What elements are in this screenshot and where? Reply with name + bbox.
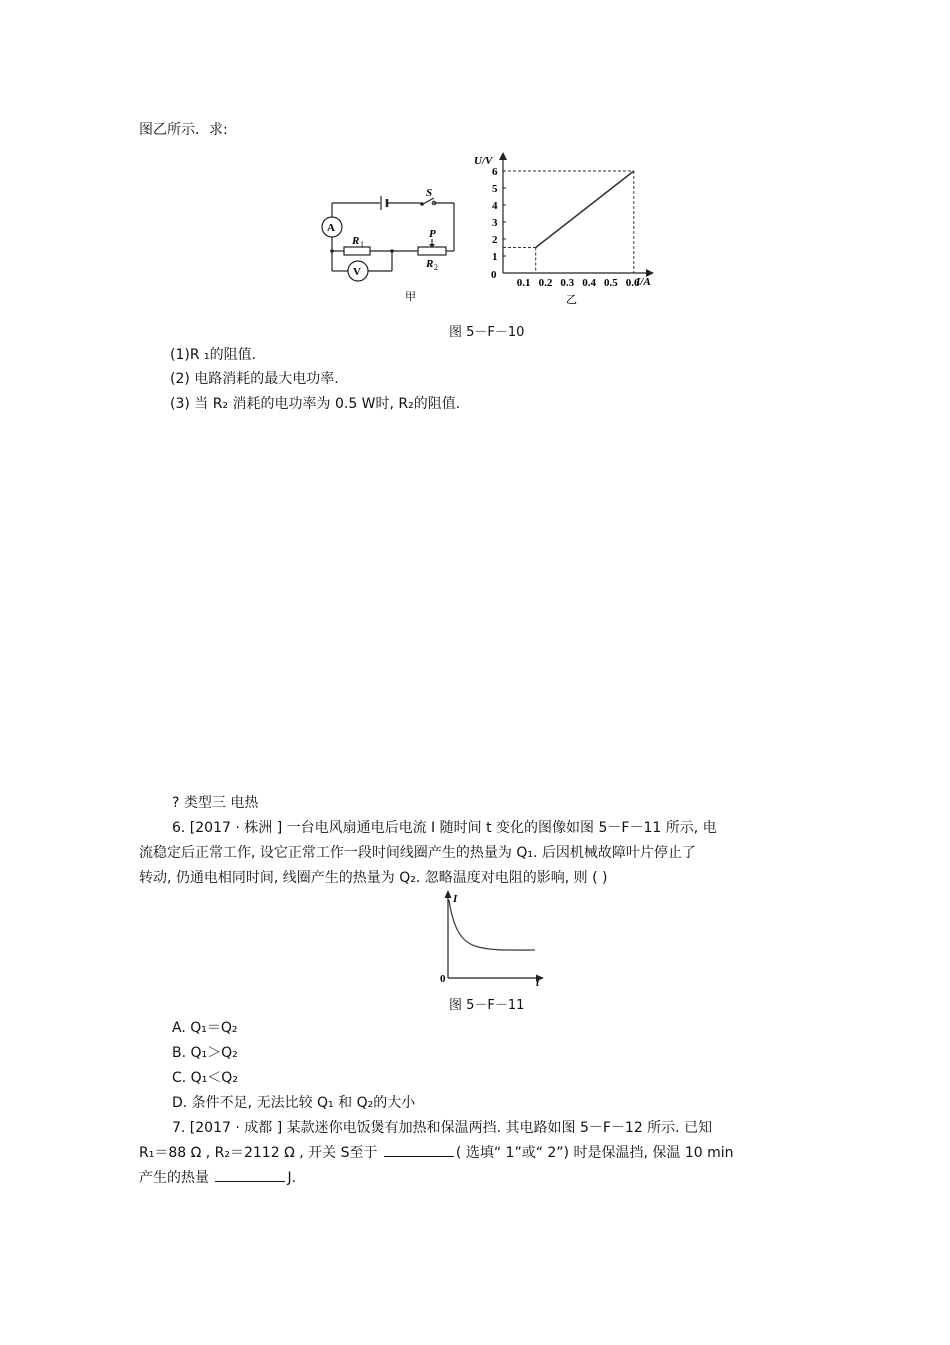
time-axis-label: t — [536, 977, 540, 986]
y-tick-label: 4 — [492, 200, 498, 212]
y-tick-label: 3 — [492, 217, 498, 229]
q7-line-2 — [139, 1144, 734, 1162]
option-d: D. 条件不足, 无法比较 Q₁ 和 Q₂的大小 — [172, 1095, 416, 1111]
option-b: B. Q₁＞Q₂ — [172, 1045, 238, 1061]
x-tick-label: 0.6 — [625, 277, 640, 289]
option-a: A. Q₁＝Q₂ — [172, 1020, 238, 1036]
answer-blank-switch[interactable] — [384, 1144, 454, 1157]
x-tick-label: 0.1 — [516, 277, 531, 289]
y-tick-label: 1 — [492, 251, 498, 263]
q6-line-3: 转动, 仍通电相同时间, 线圈产生的热量为 Q₂. 忽略温度对电阻的影响, 则 ( ) — [139, 870, 608, 886]
q7-line-3 — [139, 1169, 296, 1187]
graph11-origin: 0 — [440, 973, 446, 985]
x-axis-label: I/A — [636, 276, 651, 288]
q6-line-1: 6. [2017 · 株洲 ] 一台电风扇通电后电流 I 随时间 t 变化的图像如图 5－F－11 所示, 电 — [172, 820, 717, 836]
figure-caption-11: 图 5－F－11 — [449, 998, 525, 1013]
y-axis-label: U/V — [474, 155, 493, 167]
section-heading: ? 类型三 电热 — [172, 795, 259, 811]
answer-blank-heat[interactable] — [215, 1169, 285, 1182]
y-tick-label: 2 — [492, 234, 498, 246]
q6-line-2: 流稳定后正常工作, 设它正常工作一段时间线圈产生的热量为 Q₁. 后因机械故障叶片停止了 — [139, 845, 696, 861]
r2-label: R — [426, 258, 434, 270]
graph-origin: 0 — [491, 269, 497, 281]
ui-graph — [470, 148, 670, 308]
r1-subscript: 1 — [360, 240, 364, 249]
ammeter-label: A — [327, 222, 335, 234]
r2-subscript: 2 — [434, 263, 438, 272]
current-axis-label: I — [453, 893, 458, 905]
y-tick-label: 6 — [492, 166, 498, 178]
slider-label: P — [429, 228, 436, 240]
series-line — [536, 171, 634, 248]
current-time-graph — [420, 886, 560, 986]
x-tick-label: 0.4 — [582, 277, 596, 289]
x-tick-label: 0.3 — [560, 277, 575, 289]
option-c: C. Q₁＜Q₂ — [172, 1070, 238, 1086]
question-3: (3) 当 R₂ 消耗的电功率为 0.5 W时, R₂的阻值. — [170, 396, 461, 412]
circuit-diagram — [318, 185, 468, 305]
q7-line-1: 7. [2017 · 成都 ] 某款迷你电饭煲有加热和保温两挡. 其电路如图 5－F－12 所示. 已知 — [172, 1120, 713, 1136]
switch-label: S — [426, 187, 433, 199]
y-tick-label: 5 — [492, 183, 498, 195]
circuit-label-jia: 甲 — [405, 291, 416, 303]
x-tick-label: 0.5 — [604, 277, 618, 289]
graph-label-yi: 乙 — [566, 294, 577, 306]
intro-text: 图乙所示．求: — [139, 122, 228, 138]
x-tick-label: 0.2 — [538, 277, 553, 289]
question-1: (1)R ₁的阻值. — [170, 347, 257, 363]
q7-line-3-start: 产生的热量 — [139, 1170, 214, 1186]
voltmeter-label: V — [353, 266, 361, 278]
q7-line-2-start: R₁＝88 Ω , R₂＝2112 Ω , 开关 S至于 — [139, 1145, 382, 1161]
q7-line-3-end: J. — [287, 1170, 297, 1186]
q7-line-2-end: ( 选填“ 1”或“ 2”) 时是保温挡, 保温 10 min — [455, 1145, 734, 1161]
question-2: (2) 电路消耗的最大电功率. — [170, 371, 339, 387]
r1-label: R — [352, 235, 360, 247]
figure-caption-10: 图 5－F－10 — [449, 325, 525, 340]
